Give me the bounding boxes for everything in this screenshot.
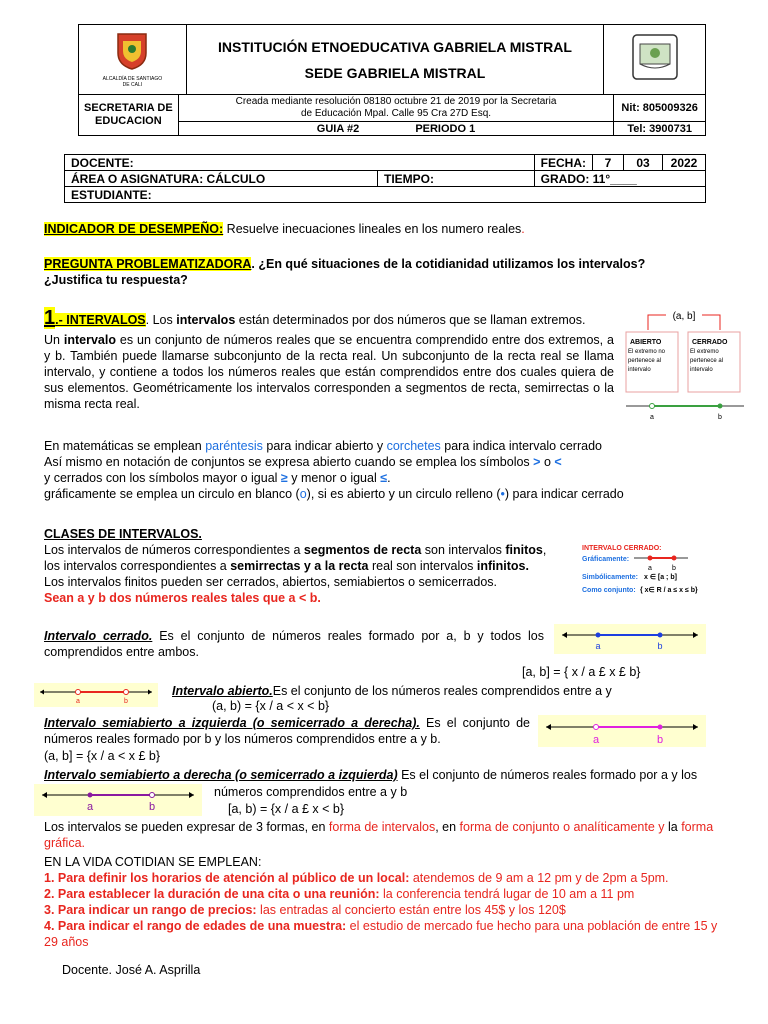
semi-der-text: Es el conjunto de números reales formado por a y los (397, 768, 698, 782)
cerrado-text: Es el conjunto de números reales formado por a, b y todos los comprendidos entre ambos. (44, 629, 544, 659)
section1-title-line (44, 307, 604, 329)
vida-item-4-text: el estudio de mercado fue hecho para una población de entre 15 y 29 años (44, 919, 718, 949)
clases-p1 (44, 542, 564, 558)
n-l3a: y cerrados con los símbolos mayor o igual (44, 471, 281, 485)
pregunta-label: PREGUNTA PROBLEMATIZADORA (44, 257, 252, 271)
fig1-arrow-right (702, 315, 720, 330)
fig2-simb-value: x ∈ [a ; b] (644, 574, 677, 581)
area-label: ÁREA O ASIGNATURA: CÁLCULO (65, 171, 378, 187)
n-l3d: ≤ (380, 471, 388, 485)
cerrado-bg (554, 624, 706, 654)
formas-e: la (664, 820, 682, 834)
vida-item-3 (44, 902, 734, 918)
fig1-arrow-left (648, 315, 666, 330)
fecha-label: FECHA: (534, 155, 592, 171)
vida-item-2-text: la conferencia tendrá lugar de 10 am a 11 pm (379, 887, 635, 901)
resolution-text: Creada mediante resolución 08180 octubre 21 de 2019 por la Secretaria de Educación Mpal. Calle 95 Cra 27D Esq. (178, 95, 614, 122)
intervalo-cerrado-figure (578, 541, 728, 601)
c-p2a: los intervalos correspondientes a (44, 559, 231, 573)
formas-b: forma de intervalos (328, 820, 436, 834)
section1-s1c: están determinados por dos números que se llaman extremos. (235, 313, 586, 327)
abierto-formula: (a, b) = {x / a < x < b} (212, 699, 330, 713)
fecha-day: 7 (593, 155, 624, 171)
header-table (78, 24, 706, 95)
c-p1d: finitos (505, 543, 543, 557)
secretaria-cell: SECRETARIA DE EDUCACION (79, 95, 179, 136)
semi-der-line1 (44, 767, 744, 783)
semi-izq-closed-b (658, 725, 663, 730)
semi-izq-b-label: b (656, 734, 664, 746)
fig1-closed-text-wrap (690, 348, 738, 392)
semi-der-a-label: a (86, 801, 94, 813)
n-l1a: En matemáticas se emplean (44, 439, 206, 453)
fig2-title: INTERVALO CERRADO: (582, 545, 662, 552)
indicador-label: INDICADOR DE DESEMPEÑO: (44, 222, 224, 236)
semi-izq-paragraph (44, 715, 530, 747)
vida-item-4-label: 4. Para indicar el rango de edades de una muestra: (44, 919, 347, 933)
notation-line2 (44, 454, 744, 470)
abierto-b-label: b (124, 698, 128, 705)
fig1-closed-point (718, 404, 723, 409)
fig2-a-label: a (648, 565, 652, 572)
n-l2d: < (554, 455, 562, 469)
formas-c: , en (435, 820, 460, 834)
estudiante-label: ESTUDIANTE: (65, 187, 706, 203)
section1-s1b: intervalos (176, 313, 236, 327)
student-info-table (64, 154, 706, 203)
vida-item-1-label: 1. Para definir los horarios de atención al público de un local: (44, 871, 410, 885)
vida-title: EN LA VIDA COTIDIAN SE EMPLEAN: (44, 855, 262, 869)
sede-title: SEDE GABRIELA MISTRAL (304, 64, 486, 81)
vida-item-2 (44, 886, 734, 902)
abierto-bg (34, 683, 158, 707)
formas-paragraph (44, 819, 734, 851)
vida-item-2-label: 2. Para establecer la duración de una cita o una reunión: (44, 887, 380, 901)
semi-der-bg (34, 784, 202, 816)
fig2-conj-value: { x∈ R / a ≤ x ≤ b} (640, 587, 698, 594)
semi-der-number-line (34, 784, 202, 816)
n-l1b: paréntesis (205, 439, 263, 453)
semi-der-label: Intervalo semiabierto a derecha (o semicerrado a izquierda) (44, 768, 398, 782)
indicador-dot: . (521, 222, 525, 236)
cali-shield-logo (115, 31, 149, 71)
fig1-a-label: a (650, 414, 654, 421)
footer-signature: Docente. José A. Asprilla (62, 963, 201, 977)
cerrado-a-label: a (595, 641, 601, 651)
cerrado-b-label: b (657, 641, 663, 651)
indicador-line (44, 221, 744, 237)
abierto-paragraph (172, 683, 652, 699)
vida-item-1 (44, 870, 734, 886)
cerrado-point-b (658, 633, 663, 638)
semi-izq-a-label: a (592, 734, 600, 746)
vida-item-4 (44, 918, 734, 950)
clases-block (44, 526, 564, 606)
fig1-b-label: b (718, 414, 722, 421)
semi-izq-label: Intervalo semiabierto a izquierda (o semicerrado a derecha). (44, 716, 420, 730)
clases-p4: Sean a y b dos números reales tales que a < b. (44, 591, 321, 605)
c-p1b: segmentos de recta (303, 543, 422, 557)
formas-f: forma gráfica. (44, 820, 714, 850)
abierto-label: Intervalo abierto. (172, 684, 273, 698)
tel-text: Tel: 3900731 (614, 122, 706, 136)
nit-text: Nit: 805009326 (614, 95, 706, 122)
fig2-simb-label: Simbólicamente: (582, 574, 639, 581)
fecha-year: 2022 (663, 155, 706, 171)
n-l4d: • (500, 487, 505, 501)
abierto-a-label: a (76, 698, 80, 705)
n-l2c: o (540, 455, 555, 469)
n-l2a: Así mismo en notación de conjuntos se expresa abierto cuando se emplea los símbolos (44, 455, 534, 469)
clases-p3: Los intervalos finitos pueden ser cerrados, abiertos, semiabiertos o semicerrados. (44, 575, 497, 589)
n-l3c: y menor o igual (287, 471, 381, 485)
section1-number: 1 (44, 307, 56, 329)
fig2-graf-label: Gráficamente: (582, 556, 630, 563)
c-p2c: real son intervalos (368, 559, 477, 573)
section1-s1: . Los (145, 313, 177, 327)
pregunta-block (44, 256, 744, 288)
periodo-label: PERIODO 1 (415, 122, 476, 135)
cerrado-formula: [a, b] = { x / a £ x £ b} (522, 665, 641, 679)
clases-title: CLASES DE INTERVALOS. (44, 527, 202, 541)
formas-d: forma de conjunto o analíticamente y (459, 820, 665, 834)
fig1-top-label: (a, b] (672, 311, 696, 322)
fig1-closed-text: El extremo pertenece al intervalo (690, 349, 724, 373)
indicador-text: Resuelve inecuaciones lineales en los numero reales (223, 222, 522, 236)
docente-label: DOCENTE: (65, 155, 535, 171)
section1-title: .- INTERVALOS (55, 313, 146, 327)
right-logo-cell (604, 25, 706, 95)
notation-block (44, 438, 744, 502)
pregunta-text2: ¿Justifica tu respuesta? (44, 273, 188, 287)
semi-der-b-label: b (148, 801, 156, 813)
n-l4e: ) para indicar cerrado (504, 487, 624, 501)
semi-der-open-b (150, 793, 155, 798)
notation-line3 (44, 470, 744, 486)
semi-der-closed-a (88, 793, 93, 798)
abierto-number-line (34, 683, 158, 707)
vida-block (44, 854, 734, 950)
n-l1c: para indicar abierto y (262, 439, 387, 453)
fig2-point-b (672, 556, 677, 561)
tiempo-label: TIEMPO: (378, 171, 535, 187)
clases-p2 (44, 558, 564, 574)
semi-der-text2: números comprendidos entre a y b (214, 785, 408, 799)
c-p1a: Los intervalos de números correspondientes a (44, 543, 304, 557)
fecha-month: 03 (624, 155, 663, 171)
left-logo-cell (79, 25, 187, 95)
section1-p2b: intervalo (63, 333, 116, 347)
section1-p2c: es un conjunto de números reales que se encuentra comprendido entre dos extremos, a y b. También puede llamarse subconjunto de la recta real. Un subconjunto de la recta real se llama intervalo, y contiene a todos los números reales que están comprendidos entre dos cuales quiera de sus elementos. Geométricamente los intervalos corresponden a segmentos de recta, semirrectas o la misma recta real. (44, 333, 614, 411)
c-p1e: , (542, 543, 547, 557)
fig2-conj-label: Como conjunto: (582, 587, 636, 594)
cerrado-label: Intervalo cerrado. (44, 629, 153, 643)
vida-item-3-text: las entradas al concierto están entre los 45$ y los 120$ (256, 903, 566, 917)
semi-izq-formula: (a, b] = {x / a < x £ b} (44, 749, 161, 763)
semi-der-formula: [a, b) = {x / a £ x < b} (228, 802, 345, 816)
abierto-point-a (76, 690, 81, 695)
vida-item-3-label: 3. Para indicar un rango de precios: (44, 903, 257, 917)
guia-label: GUIA #2 (316, 122, 360, 135)
fig1-open-text-wrap (628, 348, 676, 392)
c-p2d: infinitos. (476, 559, 529, 573)
abierto-point-b (124, 690, 129, 695)
fig2-point-a (648, 556, 653, 561)
n-l1d: corchetes (386, 439, 441, 453)
section1-p2a: Un (44, 333, 64, 347)
formas-a: Los intervalos se pueden expresar de 3 formas, en (44, 820, 329, 834)
fig1-closed-title: CERRADO (692, 339, 728, 346)
pregunta-text: . ¿En qué situaciones de la cotidianidad utilizamos los intervalos? (251, 257, 646, 271)
notation-line1 (44, 438, 744, 454)
semi-izq-number-line (538, 715, 706, 747)
header-table-row2 (78, 94, 706, 136)
notation-line4 (44, 486, 744, 502)
grado-label: GRADO: 11°____ (534, 171, 705, 187)
n-l3b: ≥ (280, 471, 288, 485)
n-l4a: gráficamente se emplea un circulo en blanco ( (44, 487, 300, 501)
institution-title: INSTITUCIÓN ETNOEDUCATIVA GABRIELA MISTRAL (218, 38, 572, 55)
semi-izq-open-a (594, 725, 599, 730)
semi-izq-text: Es el conjunto de números reales formado por b y los números comprendidos entre a y b. (44, 716, 531, 746)
c-p1c: son intervalos (421, 543, 506, 557)
cerrado-paragraph (44, 628, 544, 660)
semi-izq-bg (538, 715, 706, 747)
title-cell (186, 25, 603, 95)
cerrado-point-a (596, 633, 601, 638)
left-logo-text: ALCALDÍA DE SANTIAGO DE CALI (102, 76, 163, 88)
abierto-text: Es el conjunto de los números reales comprendidos entre a y (272, 684, 612, 698)
n-l1e: para indica intervalo cerrado (440, 439, 602, 453)
n-l4c: ), si es abierto y un circulo relleno ( (306, 487, 501, 501)
fig1-open-point (650, 404, 655, 409)
interval-open-closed-figure (622, 308, 746, 426)
guia-cell (178, 122, 614, 136)
n-l3e: . (387, 471, 391, 485)
fig2-b-label: b (672, 565, 676, 572)
cerrado-number-line (554, 624, 706, 654)
n-l4b: o (299, 487, 307, 501)
c-p2b: semirrectas y a la recta (230, 559, 369, 573)
n-l2b: > (533, 455, 541, 469)
fig1-open-title: ABIERTO (630, 339, 662, 346)
fig1-open-text: El extremo no pertenece al intervalo (628, 349, 666, 373)
school-emblem-logo (630, 32, 680, 82)
vida-item-1-text: atendemos de 9 am a 12 pm y de 2pm a 5pm. (409, 871, 669, 885)
section1-paragraph (44, 332, 614, 412)
